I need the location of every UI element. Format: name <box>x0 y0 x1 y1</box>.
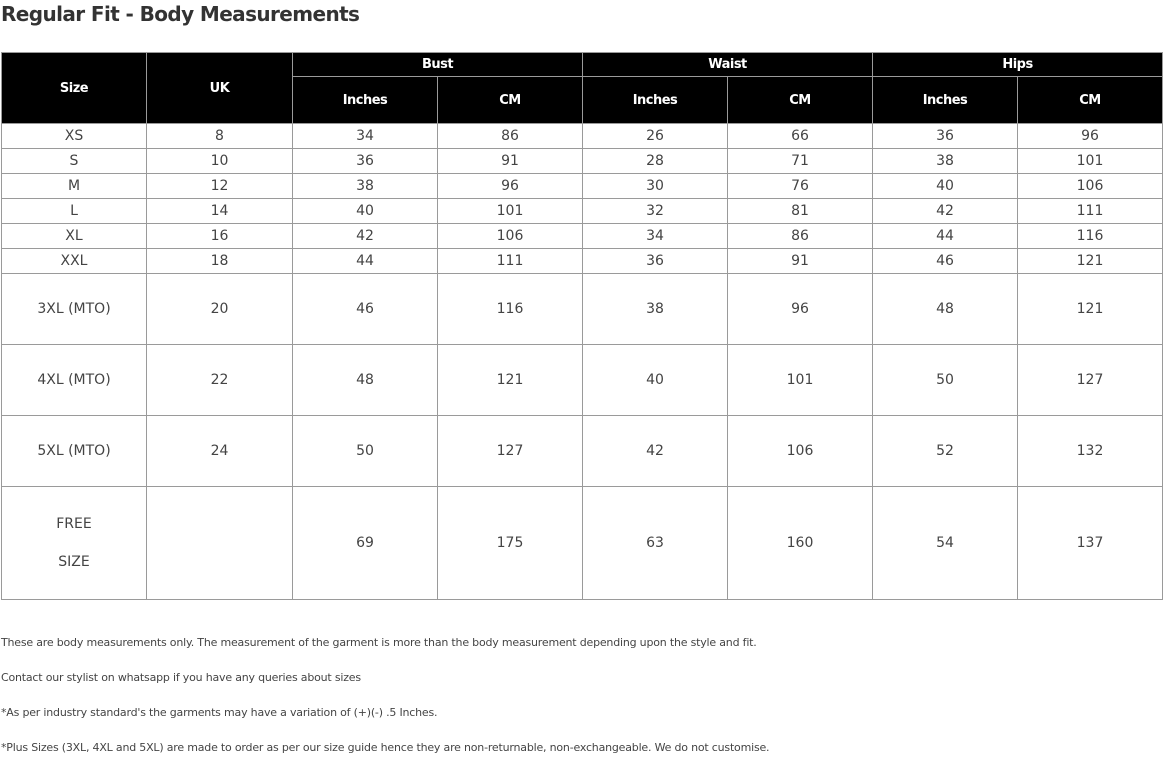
notes-section <box>1 632 1161 772</box>
cell-hips-inches: 44 <box>873 224 1018 249</box>
cell-hips-cm: 137 <box>1018 487 1163 600</box>
header-bust-inches: Inches <box>293 77 438 124</box>
cell-size: 5XL (MTO) <box>2 416 147 487</box>
table-row <box>2 149 1163 174</box>
cell-hips-cm: 121 <box>1018 249 1163 274</box>
cell-waist-inches: 30 <box>583 174 728 199</box>
header-bust-cm: CM <box>438 77 583 124</box>
cell-hips-inches: 42 <box>873 199 1018 224</box>
cell-waist-cm: 160 <box>728 487 873 600</box>
cell-waist-inches: 34 <box>583 224 728 249</box>
cell-size: 4XL (MTO) <box>2 345 147 416</box>
page-title: Regular Fit - Body Measurements <box>1 2 360 26</box>
cell-waist-inches: 38 <box>583 274 728 345</box>
cell-waist-inches: 63 <box>583 487 728 600</box>
header-group-row <box>2 53 1163 77</box>
cell-bust-cm: 86 <box>438 124 583 149</box>
cell-hips-inches: 40 <box>873 174 1018 199</box>
cell-uk: 12 <box>147 174 293 199</box>
cell-hips-cm: 96 <box>1018 124 1163 149</box>
cell-bust-inches: 69 <box>293 487 438 600</box>
cell-bust-cm: 91 <box>438 149 583 174</box>
cell-size: XS <box>2 124 147 149</box>
cell-waist-cm: 86 <box>728 224 873 249</box>
header-hips-inches: Inches <box>873 77 1018 124</box>
table-row <box>2 199 1163 224</box>
header-waist-cm: CM <box>728 77 873 124</box>
note-body-measurements: These are body measurements only. The measurement of the garment is more than the body measurement depending upon the style and fit. <box>1 636 757 649</box>
cell-uk: 20 <box>147 274 293 345</box>
cell-uk: 22 <box>147 345 293 416</box>
note-variation: *As per industry standard's the garments may have a variation of (+)(-) .5 Inches. <box>1 706 438 719</box>
cell-size: L <box>2 199 147 224</box>
cell-waist-cm: 106 <box>728 416 873 487</box>
cell-hips-cm: 101 <box>1018 149 1163 174</box>
cell-bust-cm: 96 <box>438 174 583 199</box>
table-header <box>2 53 1163 124</box>
cell-size-free <box>2 487 147 600</box>
table-body <box>2 124 1163 600</box>
cell-bust-cm: 106 <box>438 224 583 249</box>
cell-size: XXL <box>2 249 147 274</box>
cell-uk: 18 <box>147 249 293 274</box>
cell-size: S <box>2 149 147 174</box>
table-row <box>2 274 1163 345</box>
cell-waist-inches: 26 <box>583 124 728 149</box>
cell-bust-inches: 48 <box>293 345 438 416</box>
table-row <box>2 224 1163 249</box>
cell-bust-cm: 116 <box>438 274 583 345</box>
table-row <box>2 345 1163 416</box>
free-size-label-line2: SIZE <box>58 554 90 570</box>
table-row <box>2 416 1163 487</box>
cell-bust-inches: 36 <box>293 149 438 174</box>
cell-hips-cm: 111 <box>1018 199 1163 224</box>
header-uk: UK <box>147 53 293 124</box>
cell-size: M <box>2 174 147 199</box>
table-row <box>2 249 1163 274</box>
cell-bust-cm: 121 <box>438 345 583 416</box>
header-size: Size <box>2 53 147 124</box>
cell-bust-inches: 46 <box>293 274 438 345</box>
cell-uk: 24 <box>147 416 293 487</box>
cell-size: XL <box>2 224 147 249</box>
note-plus-sizes: *Plus Sizes (3XL, 4XL and 5XL) are made to order as per our size guide hence they are non-returnable, non-exchangeable. We do not customise. <box>1 741 770 754</box>
cell-uk <box>147 487 293 600</box>
cell-uk: 10 <box>147 149 293 174</box>
cell-bust-inches: 44 <box>293 249 438 274</box>
cell-waist-cm: 66 <box>728 124 873 149</box>
cell-bust-cm: 175 <box>438 487 583 600</box>
cell-waist-cm: 91 <box>728 249 873 274</box>
cell-waist-cm: 101 <box>728 345 873 416</box>
note-contact-stylist: Contact our stylist on whatsapp if you have any queries about sizes <box>1 671 361 684</box>
table-row <box>2 174 1163 199</box>
header-hips-cm: CM <box>1018 77 1163 124</box>
cell-waist-inches: 36 <box>583 249 728 274</box>
cell-bust-cm: 101 <box>438 199 583 224</box>
cell-bust-inches: 42 <box>293 224 438 249</box>
table-row-free-size <box>2 487 1163 600</box>
free-size-label-line1: FREE <box>56 516 92 532</box>
cell-hips-inches: 54 <box>873 487 1018 600</box>
cell-waist-cm: 81 <box>728 199 873 224</box>
cell-bust-inches: 38 <box>293 174 438 199</box>
cell-hips-cm: 127 <box>1018 345 1163 416</box>
cell-waist-cm: 76 <box>728 174 873 199</box>
cell-waist-inches: 40 <box>583 345 728 416</box>
cell-bust-cm: 111 <box>438 249 583 274</box>
size-chart-table <box>1 52 1163 600</box>
cell-hips-inches: 48 <box>873 274 1018 345</box>
cell-uk: 16 <box>147 224 293 249</box>
cell-waist-cm: 96 <box>728 274 873 345</box>
cell-hips-cm: 116 <box>1018 224 1163 249</box>
cell-hips-cm: 132 <box>1018 416 1163 487</box>
cell-waist-inches: 32 <box>583 199 728 224</box>
cell-waist-inches: 42 <box>583 416 728 487</box>
cell-uk: 8 <box>147 124 293 149</box>
cell-hips-inches: 52 <box>873 416 1018 487</box>
cell-waist-inches: 28 <box>583 149 728 174</box>
cell-hips-cm: 121 <box>1018 274 1163 345</box>
cell-hips-inches: 50 <box>873 345 1018 416</box>
cell-hips-inches: 46 <box>873 249 1018 274</box>
header-hips: Hips <box>873 53 1163 77</box>
cell-hips-cm: 106 <box>1018 174 1163 199</box>
cell-uk: 14 <box>147 199 293 224</box>
cell-size: 3XL (MTO) <box>2 274 147 345</box>
table-row <box>2 124 1163 149</box>
cell-bust-cm: 127 <box>438 416 583 487</box>
cell-bust-inches: 40 <box>293 199 438 224</box>
cell-waist-cm: 71 <box>728 149 873 174</box>
cell-bust-inches: 34 <box>293 124 438 149</box>
cell-bust-inches: 50 <box>293 416 438 487</box>
cell-hips-inches: 38 <box>873 149 1018 174</box>
header-waist-inches: Inches <box>583 77 728 124</box>
header-bust: Bust <box>293 53 583 77</box>
cell-hips-inches: 36 <box>873 124 1018 149</box>
header-waist: Waist <box>583 53 873 77</box>
